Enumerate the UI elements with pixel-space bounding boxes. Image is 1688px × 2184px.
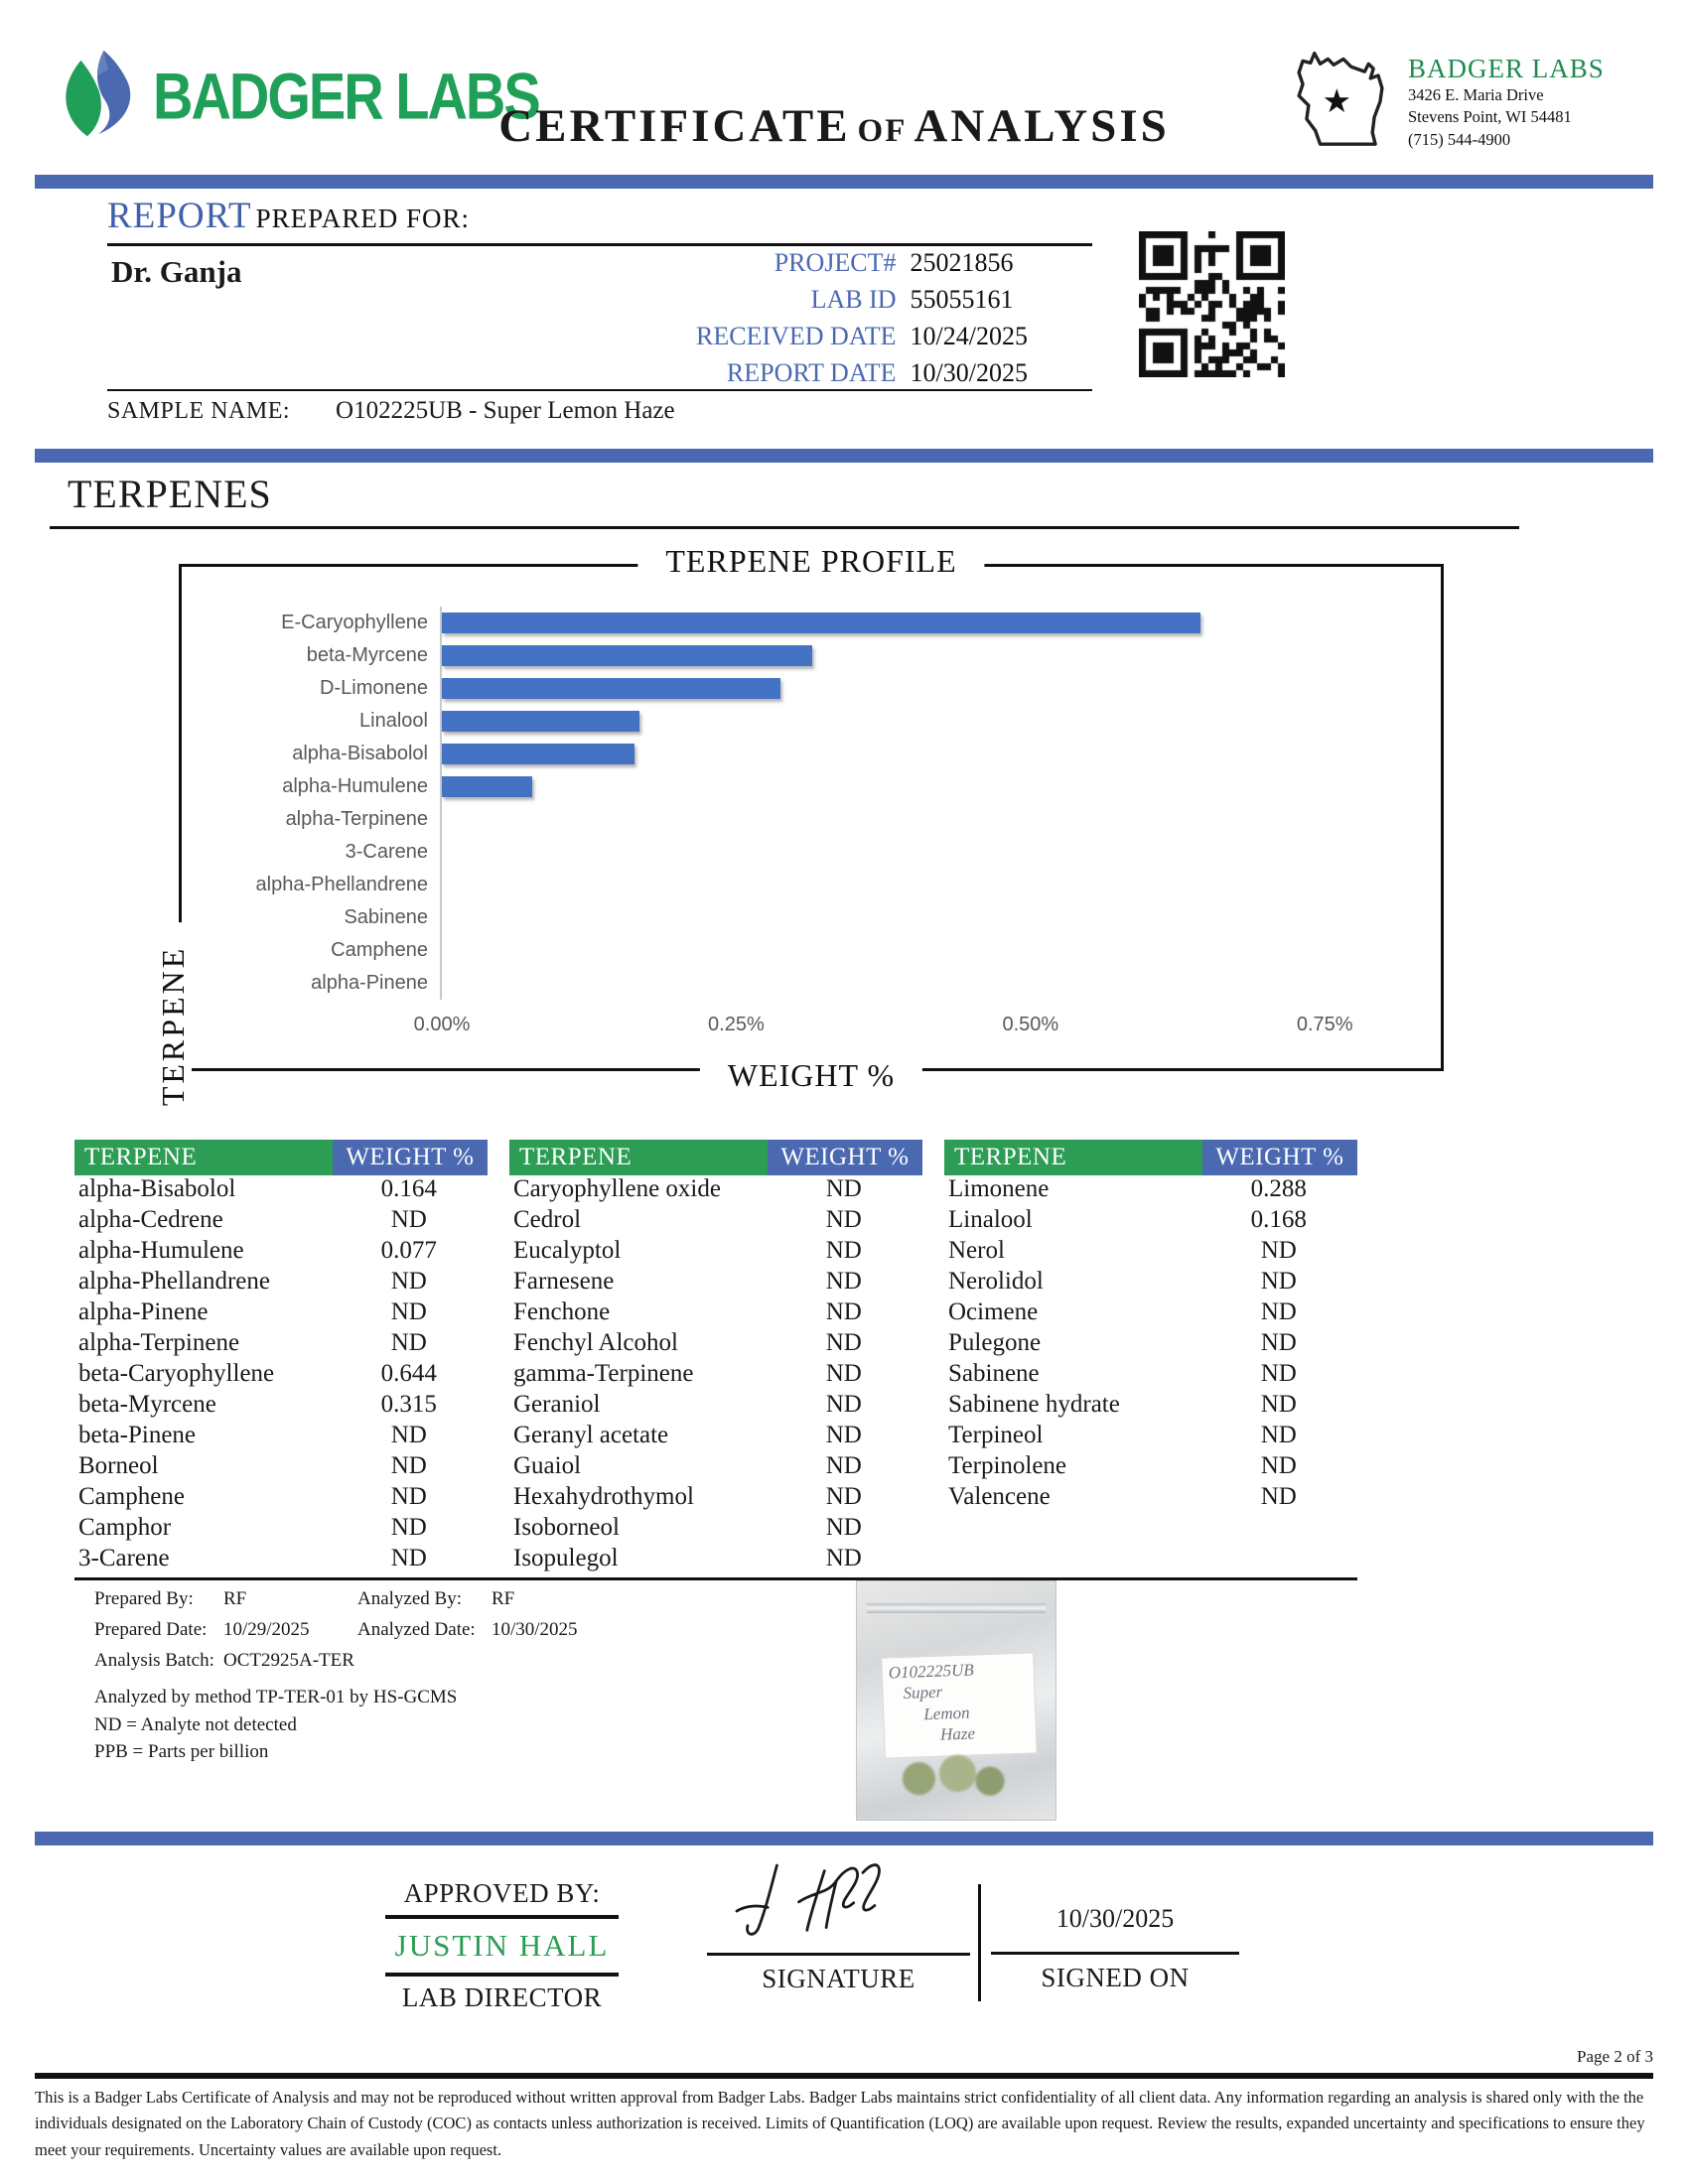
table-row bbox=[944, 1391, 1357, 1422]
qr-code bbox=[1134, 226, 1289, 381]
chart-row bbox=[200, 901, 1423, 934]
footer-rule bbox=[35, 2073, 1653, 2079]
chart-row bbox=[200, 738, 1423, 770]
table-row bbox=[74, 1545, 488, 1575]
terpene-name-cell: Camphor bbox=[78, 1514, 172, 1541]
terpene-name-cell: Sabinene hydrate bbox=[948, 1391, 1120, 1418]
terpene-weight-cell: ND bbox=[825, 1452, 862, 1479]
chart-x-axis-title: WEIGHT % bbox=[700, 1057, 922, 1094]
prepared-date-label: Prepared Date: bbox=[94, 1619, 208, 1640]
terpene-weight-cell: ND bbox=[390, 1514, 427, 1541]
chart-row bbox=[200, 639, 1423, 672]
sample-name-value: O102225UB - Super Lemon Haze bbox=[336, 397, 675, 424]
chart-x-tick: 0.25% bbox=[708, 1014, 765, 1035]
table-row bbox=[944, 1483, 1357, 1514]
terpene-name-cell: Limonene bbox=[948, 1175, 1050, 1202]
chart-row bbox=[200, 607, 1423, 639]
chart-bar-track bbox=[440, 869, 1423, 901]
report-field-label: LAB ID bbox=[810, 285, 897, 314]
table-row bbox=[944, 1175, 1357, 1206]
terpene-name-cell: alpha-Phellandrene bbox=[78, 1268, 270, 1295]
terpene-name-cell: Borneol bbox=[78, 1452, 159, 1479]
chart-category-label: Sabinene bbox=[344, 906, 428, 928]
chart-category-label: alpha-Humulene bbox=[282, 775, 428, 797]
lab-director-name: JUSTIN HALL bbox=[394, 1928, 610, 1963]
chart-row bbox=[200, 770, 1423, 803]
terpene-weight-cell: ND bbox=[390, 1545, 427, 1571]
bag-zip-seal bbox=[867, 1603, 1046, 1613]
chart-category-label: beta-Myrcene bbox=[306, 644, 428, 666]
report-field-row bbox=[591, 322, 1092, 358]
table-row bbox=[509, 1237, 922, 1268]
table-row bbox=[944, 1360, 1357, 1391]
section-title: TERPENES bbox=[68, 472, 272, 516]
chart-row bbox=[200, 967, 1423, 1000]
table-row bbox=[509, 1514, 922, 1545]
terpene-weight-cell: ND bbox=[825, 1237, 862, 1264]
table-row bbox=[509, 1452, 922, 1483]
terpene-weight-cell: ND bbox=[390, 1329, 427, 1356]
lab-address-block bbox=[1283, 40, 1605, 156]
table-row bbox=[74, 1514, 488, 1545]
terpene-header: TERPENE bbox=[509, 1140, 768, 1175]
signature-image bbox=[720, 1933, 958, 1950]
fields-bottom-rule bbox=[107, 389, 1092, 391]
signature-block bbox=[707, 1854, 970, 1994]
terpene-weight-cell: ND bbox=[825, 1206, 862, 1233]
prepared-by-label: Prepared By: bbox=[94, 1588, 194, 1609]
method-note: Analyzed by method TP-TER-01 by HS-GCMS bbox=[94, 1687, 458, 1707]
terpene-weight-cell: ND bbox=[825, 1545, 862, 1571]
chart-bar bbox=[442, 678, 780, 699]
disclaimer-text: This is a Badger Labs Certificate of Analysis and may not be reproduced without written approval from Badger Labs. Badger Labs maintains strict confidentiality of all client data. Any information regarding an analysis is shared only with the the individuals designated on the Laboratory Chain of Custody (COC) as contacts unless authorization is received. Limits of Quantification (LOQ) are available upon request. Review the results, expanded uncertainty and specifications to ensure they meet your requirements. Uncertainty values are available upon request. bbox=[35, 2088, 1645, 2159]
table-row bbox=[509, 1268, 922, 1298]
chart-y-axis-title: TERPENE bbox=[155, 921, 192, 1129]
lab-director-title: LAB DIRECTOR bbox=[401, 1982, 603, 2012]
star-marker: ★ bbox=[1322, 83, 1352, 121]
analysis-batch-value: OCT2925A-TER bbox=[223, 1650, 354, 1671]
terpene-name-cell: Cedrol bbox=[513, 1206, 582, 1233]
report-field-value: 55055161 bbox=[910, 285, 1014, 314]
terpene-name-cell: 3-Carene bbox=[78, 1545, 170, 1571]
section-divider-bar bbox=[35, 449, 1653, 463]
chart-category-label: alpha-Bisabolol bbox=[292, 743, 428, 764]
table-row bbox=[509, 1298, 922, 1329]
terpene-name-cell: Terpinolene bbox=[948, 1452, 1067, 1479]
nd-note: ND = Analyte not detected bbox=[94, 1713, 297, 1735]
terpene-name-cell: Isopulegol bbox=[513, 1545, 619, 1571]
terpene-weight-cell: ND bbox=[1260, 1360, 1297, 1387]
analysis-batch-label: Analysis Batch: bbox=[94, 1650, 214, 1671]
terpene-name-cell: Hexahydrothymol bbox=[513, 1483, 694, 1510]
flower-sample bbox=[887, 1750, 1016, 1802]
terpene-weight-cell: ND bbox=[1260, 1452, 1297, 1479]
table-row bbox=[509, 1329, 922, 1360]
page-title bbox=[467, 99, 1201, 153]
chart-row bbox=[200, 836, 1423, 869]
terpene-weight-cell: ND bbox=[1260, 1483, 1297, 1510]
table-row bbox=[74, 1268, 488, 1298]
report-heading bbox=[107, 195, 470, 237]
bag-label-id: O102225UB bbox=[888, 1660, 975, 1683]
table-row bbox=[509, 1175, 922, 1206]
chart-bar-track bbox=[440, 901, 1423, 934]
report-fields bbox=[591, 248, 1092, 395]
title-certificate: CERTIFICATE bbox=[498, 100, 851, 152]
terpene-weight-cell: ND bbox=[1260, 1298, 1297, 1325]
terpene-weight-cell: ND bbox=[825, 1391, 862, 1418]
table-row bbox=[74, 1360, 488, 1391]
terpene-weight-cell: ND bbox=[390, 1298, 427, 1325]
signature-rule bbox=[707, 1953, 970, 1956]
analyzed-by-value: RF bbox=[492, 1588, 515, 1609]
section-title-rule bbox=[50, 526, 1519, 529]
leaf-logo-icon bbox=[52, 48, 143, 144]
terpene-name-cell: alpha-Pinene bbox=[78, 1298, 209, 1325]
chart-x-axis-ticks bbox=[413, 1008, 1423, 1047]
chart-bar-track bbox=[440, 607, 1423, 639]
terpene-profile-chart bbox=[155, 543, 1444, 1106]
title-of: OF bbox=[857, 113, 908, 149]
report-field-row bbox=[591, 285, 1092, 322]
title-analysis: ANALYSIS bbox=[914, 100, 1170, 152]
report-field-value: 25021856 bbox=[910, 248, 1014, 277]
chart-category-label: E-Caryophyllene bbox=[281, 612, 428, 633]
table-row bbox=[74, 1206, 488, 1237]
analyzed-date-label: Analyzed Date: bbox=[357, 1619, 476, 1640]
terpene-name-cell: Isoborneol bbox=[513, 1514, 620, 1541]
chart-bar bbox=[442, 711, 639, 732]
lab-address-line2: Stevens Point, WI 54481 bbox=[1408, 107, 1572, 127]
report-field-label: REPORT DATE bbox=[726, 358, 897, 387]
terpene-weight-cell: 0.168 bbox=[1250, 1206, 1307, 1233]
table-row bbox=[74, 1329, 488, 1360]
terpene-weight-cell: ND bbox=[825, 1175, 862, 1202]
terpene-name-cell: beta-Pinene bbox=[78, 1422, 197, 1448]
table-row bbox=[944, 1298, 1357, 1329]
table-header-row bbox=[74, 1140, 488, 1175]
terpene-name-cell: Ocimene bbox=[948, 1298, 1039, 1325]
chart-category-label: alpha-Pinene bbox=[311, 972, 428, 994]
sample-name-label: SAMPLE NAME: bbox=[107, 398, 291, 424]
report-field-value: 10/24/2025 bbox=[910, 322, 1028, 350]
terpene-name-cell: alpha-Terpinene bbox=[78, 1329, 240, 1356]
chart-bar-track bbox=[440, 639, 1423, 672]
table-row bbox=[74, 1298, 488, 1329]
table-row bbox=[509, 1206, 922, 1237]
terpene-name-cell: Farnesene bbox=[513, 1268, 615, 1295]
table-row bbox=[74, 1391, 488, 1422]
terpene-name-cell: Linalool bbox=[948, 1206, 1033, 1233]
table-row bbox=[944, 1206, 1357, 1237]
chart-bar-track bbox=[440, 803, 1423, 836]
chart-category-label: alpha-Terpinene bbox=[285, 808, 428, 830]
table-column-group bbox=[74, 1140, 488, 1575]
chart-row bbox=[200, 803, 1423, 836]
sample-bag-label bbox=[881, 1652, 1037, 1758]
terpene-weight-cell: ND bbox=[1260, 1268, 1297, 1295]
table-header-row bbox=[509, 1140, 922, 1175]
analysis-meta bbox=[94, 1588, 578, 1766]
client-name: Dr. Ganja bbox=[111, 254, 242, 289]
table-row bbox=[944, 1452, 1357, 1483]
ppb-note: PPB = Parts per billion bbox=[94, 1741, 269, 1763]
chart-bar-track bbox=[440, 705, 1423, 738]
chart-category-label: Camphene bbox=[331, 939, 428, 961]
chart-bar-track bbox=[440, 770, 1423, 803]
chart-bar-track bbox=[440, 836, 1423, 869]
terpene-name-cell: alpha-Humulene bbox=[78, 1237, 244, 1264]
terpene-name-cell: Nerol bbox=[948, 1237, 1005, 1264]
table-row bbox=[509, 1360, 922, 1391]
terpene-name-cell: Camphene bbox=[78, 1483, 185, 1510]
table-column-group bbox=[944, 1140, 1357, 1575]
terpene-weight-cell: ND bbox=[390, 1206, 427, 1233]
terpene-header: TERPENE bbox=[944, 1140, 1202, 1175]
signed-on-block bbox=[991, 1904, 1239, 1993]
chart-category-label: D-Limonene bbox=[320, 677, 428, 699]
lab-phone: (715) 544-4900 bbox=[1408, 129, 1511, 149]
table-row bbox=[74, 1422, 488, 1452]
chart-bar bbox=[442, 776, 532, 797]
chart-plot-area bbox=[182, 567, 1441, 1068]
terpene-results-table bbox=[74, 1140, 1357, 1580]
prepared-date-value: 10/29/2025 bbox=[223, 1619, 310, 1640]
terpene-name-cell: Terpineol bbox=[948, 1422, 1044, 1448]
table-row bbox=[74, 1237, 488, 1268]
chart-category-label: alpha-Phellandrene bbox=[255, 874, 428, 895]
lab-name: BADGER LABS bbox=[1408, 54, 1605, 83]
table-row bbox=[944, 1237, 1357, 1268]
table-row bbox=[74, 1483, 488, 1514]
terpene-weight-cell: ND bbox=[825, 1298, 862, 1325]
bag-label-line3: Haze bbox=[939, 1723, 976, 1744]
chart-x-tick: 0.75% bbox=[1296, 1014, 1353, 1035]
table-row bbox=[509, 1545, 922, 1575]
report-heading-rule bbox=[107, 243, 1092, 246]
signed-on-label: SIGNED ON bbox=[1041, 1963, 1190, 1992]
terpene-weight-cell: 0.077 bbox=[380, 1237, 437, 1264]
chart-category-label: Linalool bbox=[359, 710, 428, 732]
chart-title: TERPENE PROFILE bbox=[637, 543, 984, 580]
bag-label-line2: Lemon bbox=[922, 1703, 970, 1723]
analyzed-date-value: 10/30/2025 bbox=[492, 1619, 578, 1640]
terpene-weight-cell: ND bbox=[390, 1268, 427, 1295]
terpene-name-cell: Pulegone bbox=[948, 1329, 1042, 1356]
signed-date: 10/30/2025 bbox=[1055, 1904, 1175, 1933]
terpene-weight-cell: 0.164 bbox=[380, 1175, 437, 1202]
sample-name-row bbox=[107, 397, 675, 425]
terpene-header: TERPENE bbox=[74, 1140, 333, 1175]
terpene-weight-cell: ND bbox=[390, 1483, 427, 1510]
terpene-weight-cell: ND bbox=[825, 1360, 862, 1387]
chart-bar bbox=[442, 744, 634, 764]
terpene-weight-cell: ND bbox=[1260, 1237, 1297, 1264]
header-divider-bar bbox=[35, 175, 1653, 189]
terpene-name-cell: alpha-Bisabolol bbox=[78, 1175, 236, 1202]
table-row bbox=[509, 1483, 922, 1514]
terpene-weight-cell: ND bbox=[825, 1514, 862, 1541]
terpene-name-cell: Caryophyllene oxide bbox=[513, 1175, 721, 1202]
terpene-weight-cell: ND bbox=[825, 1268, 862, 1295]
chart-row bbox=[200, 672, 1423, 705]
terpene-weight-cell: ND bbox=[825, 1483, 862, 1510]
method-notes bbox=[94, 1684, 578, 1766]
terpene-name-cell: beta-Myrcene bbox=[78, 1391, 216, 1418]
terpene-name-cell: beta-Caryophyllene bbox=[78, 1360, 275, 1387]
report-label: REPORT bbox=[107, 196, 252, 236]
bag-label-line1: Super bbox=[903, 1682, 943, 1704]
table-column-group bbox=[509, 1140, 922, 1575]
chart-row bbox=[200, 934, 1423, 967]
analyzed-by-label: Analyzed By: bbox=[357, 1588, 463, 1609]
chart-category-label: 3-Carene bbox=[345, 841, 428, 863]
report-field-label: PROJECT# bbox=[774, 248, 897, 277]
approved-rule-top bbox=[385, 1915, 619, 1919]
terpene-weight-cell: 0.315 bbox=[380, 1391, 437, 1418]
chart-x-tick: 0.00% bbox=[413, 1014, 471, 1035]
terpene-name-cell: Geraniol bbox=[513, 1391, 601, 1418]
chart-bar-track bbox=[440, 672, 1423, 705]
logo-wordmark: BADGER LABS bbox=[153, 59, 539, 133]
chart-bar-track bbox=[440, 934, 1423, 967]
chart-row bbox=[200, 705, 1423, 738]
chart-bar bbox=[442, 645, 812, 666]
chart-x-tick: 0.50% bbox=[1002, 1014, 1059, 1035]
terpene-name-cell: alpha-Cedrene bbox=[78, 1206, 223, 1233]
approved-by-label: APPROVED BY: bbox=[403, 1878, 601, 1908]
terpene-name-cell: Guaiol bbox=[513, 1452, 582, 1479]
approved-by-block bbox=[385, 1878, 619, 2013]
chart-bar-track bbox=[440, 738, 1423, 770]
terpene-weight-cell: ND bbox=[390, 1422, 427, 1448]
chart-row bbox=[200, 869, 1423, 901]
table-row bbox=[74, 1452, 488, 1483]
prepared-by-value: RF bbox=[223, 1588, 247, 1609]
weight-header: WEIGHT % bbox=[333, 1140, 488, 1175]
approved-rule-bottom bbox=[385, 1973, 619, 1977]
prepared-for-label: PREPARED FOR: bbox=[255, 204, 470, 233]
report-field-label: RECEIVED DATE bbox=[696, 322, 897, 350]
table-row bbox=[944, 1329, 1357, 1360]
terpene-name-cell: Valencene bbox=[948, 1483, 1051, 1510]
terpene-weight-cell: ND bbox=[825, 1422, 862, 1448]
weight-header: WEIGHT % bbox=[1202, 1140, 1357, 1175]
terpene-weight-cell: 0.288 bbox=[1250, 1175, 1307, 1202]
terpene-weight-cell: ND bbox=[1260, 1391, 1297, 1418]
chart-bar bbox=[442, 613, 1200, 633]
footer-divider-bar bbox=[35, 1832, 1653, 1845]
terpene-weight-cell: ND bbox=[1260, 1329, 1297, 1356]
signed-on-rule bbox=[991, 1952, 1239, 1955]
lab-address-line1: 3426 E. Maria Drive bbox=[1408, 85, 1544, 104]
signature-divider bbox=[978, 1884, 981, 2001]
terpene-weight-cell: ND bbox=[825, 1329, 862, 1356]
page-number: Page 2 of 3 bbox=[1577, 2047, 1653, 2066]
table-row bbox=[74, 1175, 488, 1206]
qr-code-canvas bbox=[1139, 231, 1285, 377]
terpene-name-cell: Fenchyl Alcohol bbox=[513, 1329, 678, 1356]
table-row bbox=[509, 1422, 922, 1452]
chart-bar-track bbox=[440, 967, 1423, 1000]
terpene-weight-cell: ND bbox=[390, 1452, 427, 1479]
wisconsin-state-icon bbox=[1283, 40, 1400, 156]
terpene-name-cell: Fenchone bbox=[513, 1298, 611, 1325]
table-row bbox=[944, 1268, 1357, 1298]
table-row bbox=[509, 1391, 922, 1422]
report-field-row bbox=[591, 248, 1092, 285]
terpene-name-cell: Geranyl acetate bbox=[513, 1422, 669, 1448]
terpene-name-cell: gamma-Terpinene bbox=[513, 1360, 694, 1387]
terpene-name-cell: Sabinene bbox=[948, 1360, 1040, 1387]
terpene-weight-cell: ND bbox=[1260, 1422, 1297, 1448]
terpene-name-cell: Eucalyptol bbox=[513, 1237, 622, 1264]
table-header-row bbox=[944, 1140, 1357, 1175]
table-row bbox=[944, 1422, 1357, 1452]
terpene-name-cell: Nerolidol bbox=[948, 1268, 1044, 1295]
weight-header: WEIGHT % bbox=[768, 1140, 922, 1175]
report-field-value: 10/30/2025 bbox=[910, 358, 1028, 387]
sample-photo bbox=[856, 1580, 1056, 1821]
terpene-weight-cell: 0.644 bbox=[380, 1360, 437, 1387]
signature-label: SIGNATURE bbox=[762, 1964, 915, 1993]
